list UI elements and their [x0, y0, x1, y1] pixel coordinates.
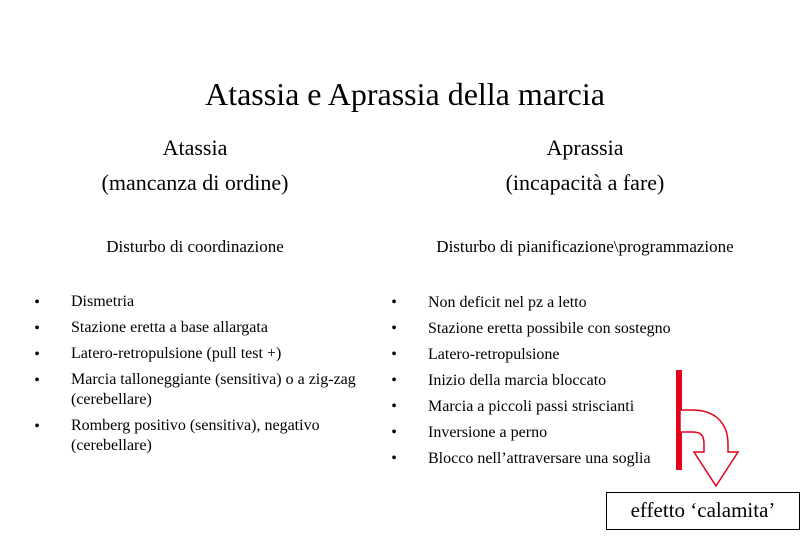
bullet-icon: •	[34, 372, 40, 389]
left-subheading: Disturbo di coordinazione	[106, 237, 284, 256]
left-heading-definition: (mancanza di ordine)	[101, 170, 289, 195]
list-item: • Dismetria	[71, 292, 356, 312]
bullet-icon: •	[391, 294, 397, 311]
bullet-icon: •	[391, 372, 397, 389]
list-item: • Stazione eretta a base allargata	[71, 318, 356, 338]
list-item: • Blocco nell’attraversare una soglia	[428, 446, 688, 472]
list-item: • Latero-retropulsione (pull test +)	[71, 344, 356, 364]
aprassia-symptom-list	[391, 290, 688, 472]
right-heading-term: Aprassia	[546, 135, 624, 160]
bullet-icon: •	[34, 418, 40, 435]
right-heading-definition: (incapacità a fare)	[505, 170, 665, 195]
bullet-icon: •	[391, 450, 397, 467]
curved-arrow-icon	[676, 400, 746, 495]
list-item: • Non deficit nel pz a letto	[428, 290, 688, 316]
right-subheading: Disturbo di pianificazione\programmazione	[436, 237, 734, 256]
bullet-icon: •	[34, 294, 40, 311]
list-item: • Stazione eretta possibile con sostegno	[428, 316, 688, 342]
list-item: • Marcia talloneggiante (sensitiva) o a zig-zag (cerebellare)	[71, 370, 356, 410]
left-column-heading	[60, 130, 330, 200]
list-item: • Marcia a piccoli passi striscianti	[428, 394, 688, 420]
bullet-icon: •	[34, 320, 40, 337]
atassia-symptom-list	[34, 292, 356, 456]
bullet-icon: •	[391, 424, 397, 441]
list-item: • Latero-retropulsione	[428, 342, 688, 368]
list-item: • Inizio della marcia bloccato	[428, 368, 688, 394]
slide-title: Atassia e Aprassia della marcia	[205, 76, 605, 112]
list-item: • Inversione a perno	[428, 420, 688, 446]
bullet-icon: •	[391, 346, 397, 363]
right-column-heading	[450, 130, 720, 200]
bullet-icon: •	[391, 320, 397, 337]
bullet-icon: •	[34, 346, 40, 363]
magnet-effect-callout: effetto ‘calamita’	[606, 492, 800, 530]
bullet-icon: •	[391, 398, 397, 415]
list-item: • Romberg positivo (sensitiva), negativo (cerebellare)	[71, 416, 356, 456]
left-heading-term: Atassia	[162, 135, 228, 160]
